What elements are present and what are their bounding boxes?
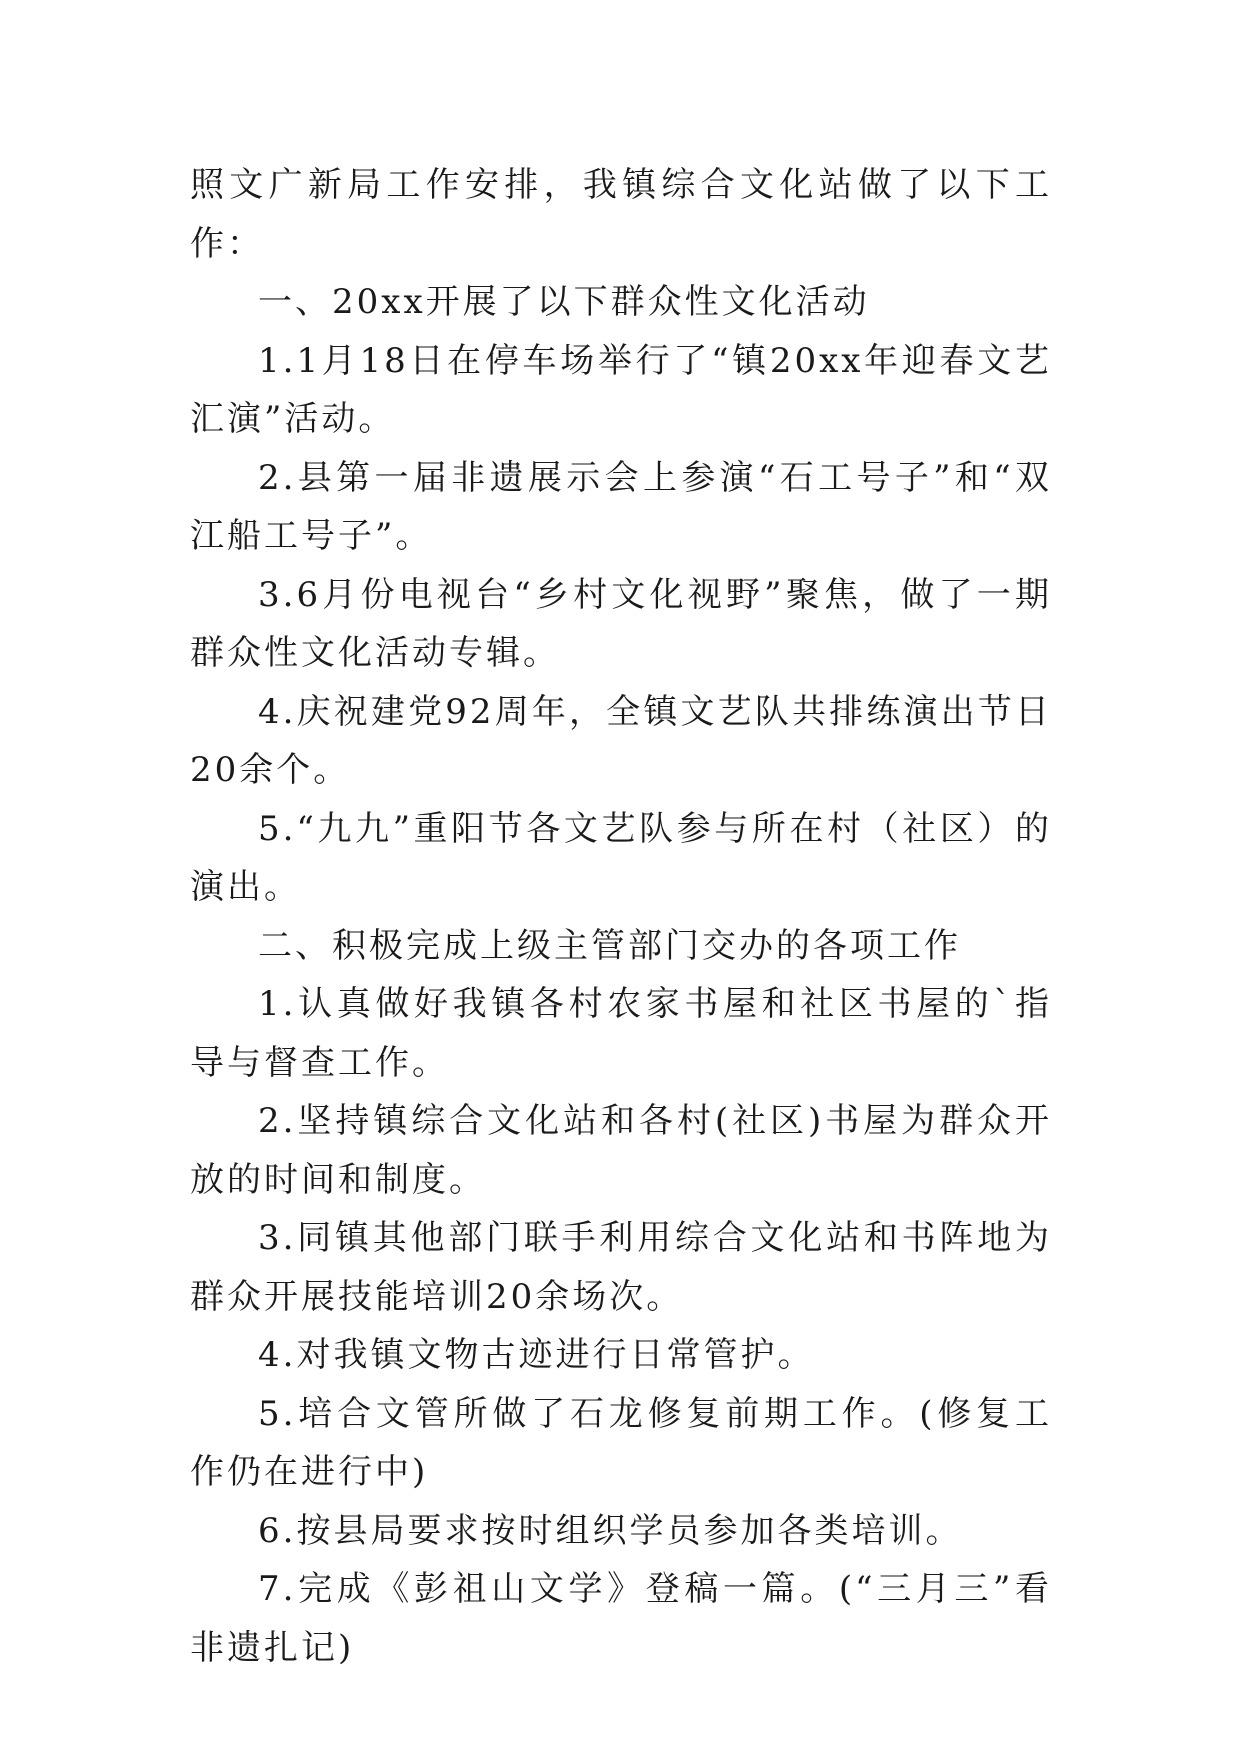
list-item: 4.对我镇文物古迹进行日常管护。: [258, 1335, 815, 1375]
list-item: 7.完成《彭祖山文学》登稿一篇。(“三月三”看非遗扎记): [190, 1569, 1052, 1668]
section-heading-2: 二、积极完成上级主管部门交办的各项工作: [258, 925, 961, 966]
list-item: 2.坚持镇综合文化站和各村(社区)书屋为群众开放的时间和制度。: [190, 1101, 1052, 1200]
list-item: 5.培合文管所做了石龙修复前期工作。(修复工作仍在进行中): [190, 1393, 1052, 1492]
list-item: 6.按县局要求按时组织学员参加各类培训。: [258, 1510, 963, 1551]
section-heading-1: 一、20xx开展了以下群众性文化活动: [258, 282, 870, 322]
list-item: 5.“九九”重阳节各文艺队参与所在村（社区）的演出。: [190, 808, 1052, 907]
list-item: 1.1月18日在停车场举行了“镇20xx年迎春文艺汇演”活动。: [190, 340, 1052, 439]
intro-paragraph: 照文广新局工作安排，我镇综合文化站做了以下工作：: [190, 165, 1052, 264]
list-item: 2.县第一届非遗展示会上参演“石工号子”和“双江船工号子”。: [190, 457, 1052, 556]
list-item: 4.庆祝建党92周年，全镇文艺队共排练演出节日20余个。: [190, 691, 1052, 790]
list-item: 3.6月份电视台“乡村文化视野”聚焦，做了一期群众性文化活动专辑。: [190, 574, 1052, 673]
document-body: [190, 156, 1052, 1677]
list-item: 1.认真做好我镇各村农家书屋和社区书屋的`指导与督查工作。: [190, 984, 1052, 1083]
list-item: 3.同镇其他部门联手利用综合文化站和书阵地为群众开展技能培训20余场次。: [190, 1218, 1052, 1317]
